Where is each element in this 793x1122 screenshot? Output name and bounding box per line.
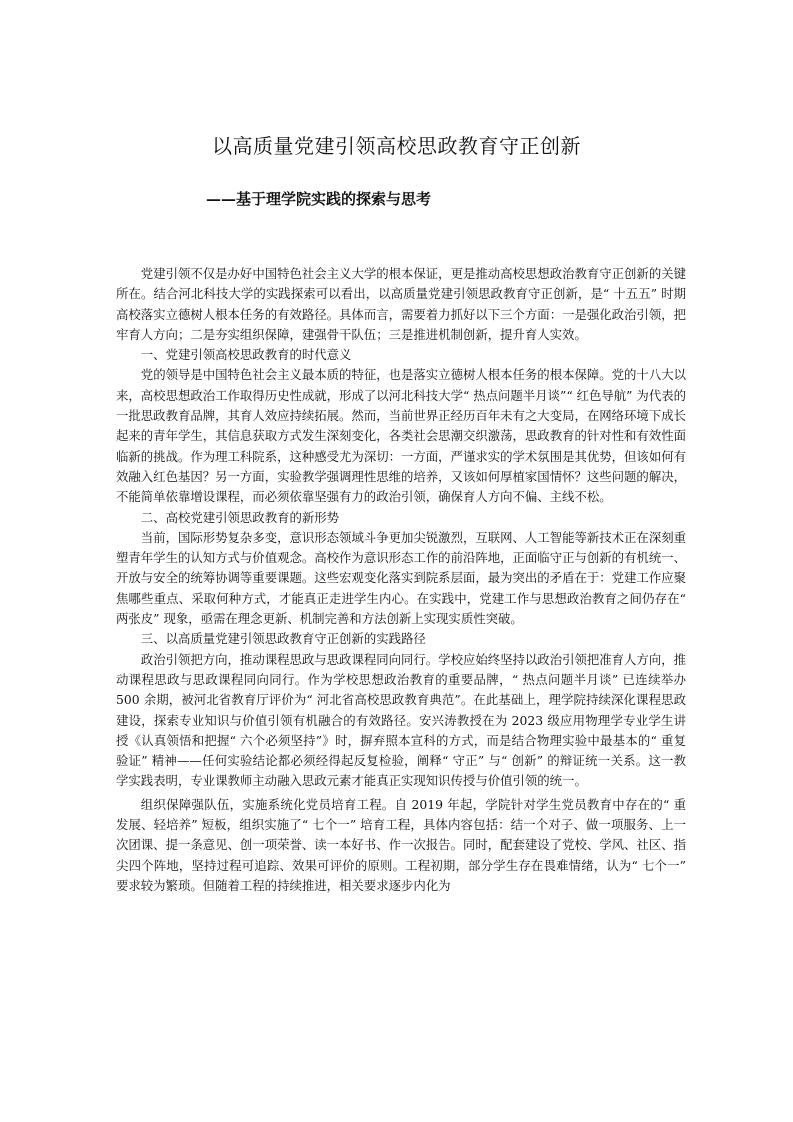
document-subtitle: ——基于理学院实践的探索与思考 (206, 190, 432, 208)
section-heading-3: 三、以高质量党建引领思政教育守正创新的实践路径 (140, 631, 426, 647)
section-2-paragraph: 当前，国际形势复杂多变，意识形态领域斗争更加尖锐激烈，互联网、人工智能等新技术正在深刻重塑青年学生的认知方式与价值观念。高校作为意识形态工作的前沿阵地，正面临守正与创新的有机统一、开放与安全的统筹协调等重要课题。这些宏观变化落实到院系层面，最为突出的矛盾在于：党建工作应聚焦哪些重点、采取何种方式，才能真正走进学生内心。在实践中，党建工作与思想政治教育之间仍存在“ 两张皮” 现象，亟需在理念更新、机制完善和方法创新上实现实质性突破。 (116, 529, 686, 627)
document-body (116, 264, 686, 896)
section-3-paragraph-1: 政治引领把方向，推动课程思政与思政课程同向同行。学校应始终坚持以政治引领把准育人方向，推动课程思政与思政课程同向同行。作为学校思想政治教育的重要品牌，“ 热点问题半月谈” 已连续举办 500 余期，被河北省教育厅评价为“ 河北省高校思政教育典范”。在此基础上，理学院持续深化课程思政建设，探索专业知识与价值引领有机融合的有效路径。安兴涛教授在为 2023 级应用物理学专业学生讲授《认真领悟和把握“ 六个必须坚持”》时，摒弃照本宣科的方式，而是结合物理实验中最基本的“ 重复验证” 精神——任何实验结论都必须经得起反复检验，阐释“ 守正” 与“ 创新” 的辩证统一关系。这一教学实践表明，专业课教师主动融入思政元素才能真正实现知识传授与价值引领的统一。 (116, 651, 686, 789)
section-heading-1: 一、党建引领高校思政教育的时代意义 (140, 347, 352, 363)
section-3-paragraph-2: 组织保障强队伍，实施系统化党员培育工程。自 2019 年起，学院针对学生党员教育中存在的“ 重发展、轻培养” 短板，组织实施了“ 七个一” 培育工程，具体内容包括：结一个对子、做一项服务、上一次团课、提一条意见、创一项荣誉、读一本好书、作一次报告。同时，配套建设了党校、学风、社区、指尖四个阵地，坚持过程可追踪、效果可评价的原则。工程初期，部分学生存在畏难情绪，认为“ 七个一” 要求较为繁琐。但随着工程的持续推进，相关要求逐步内化为 (116, 796, 686, 893)
document-title: 以高质量党建引领高校思政教育守正创新 (212, 134, 581, 158)
section-heading-2: 二、高校党建引领思政教育的新形势 (140, 509, 340, 525)
section-1-paragraph: 党的领导是中国特色社会主义最本质的特征，也是落实立德树人根本任务的根本保障。党的十八大以来，高校思想政治工作取得历史性成就，形成了以河北科技大学“ 热点问题半月谈”“ 红色导航” 为代表的一批思政教育品牌，其育人效应持续拓展。然而，当前世界正经历百年未有之大变局，在网络环境下成长起来的青年学生，其信息获取方式发生深刻变化，各类社会思潮交织激荡，思政教育的针对性和有效性面临新的挑战。作为理工科院系，这种感受尤为深切：一方面，严谨求实的学术氛围是其优势，但该如何有效融入红色基因？另一方面，实验教学强调理性思维的培养，又该如何厚植家国情怀？这些问题的解决，不能简单依靠增设课程，而必须依靠坚强有力的政治引领，确保育人方向不偏、主线不松。 (116, 367, 686, 505)
intro-paragraph: 党建引领不仅是办好中国特色社会主义大学的根本保证，更是推动高校思想政治教育守正创新的关键所在。结合河北科技大学的实践探索可以看出，以高质量党建引领思政教育守正创新，是“ 十五五” 时期高校落实立德树人根本任务的有效路径。具体而言，需要着力抓好以下三个方面：一是强化政治引领，把牢育人方向；二是夯实组织保障，建强骨干队伍；三是推进机制创新，提升育人实效。 (116, 266, 686, 342)
